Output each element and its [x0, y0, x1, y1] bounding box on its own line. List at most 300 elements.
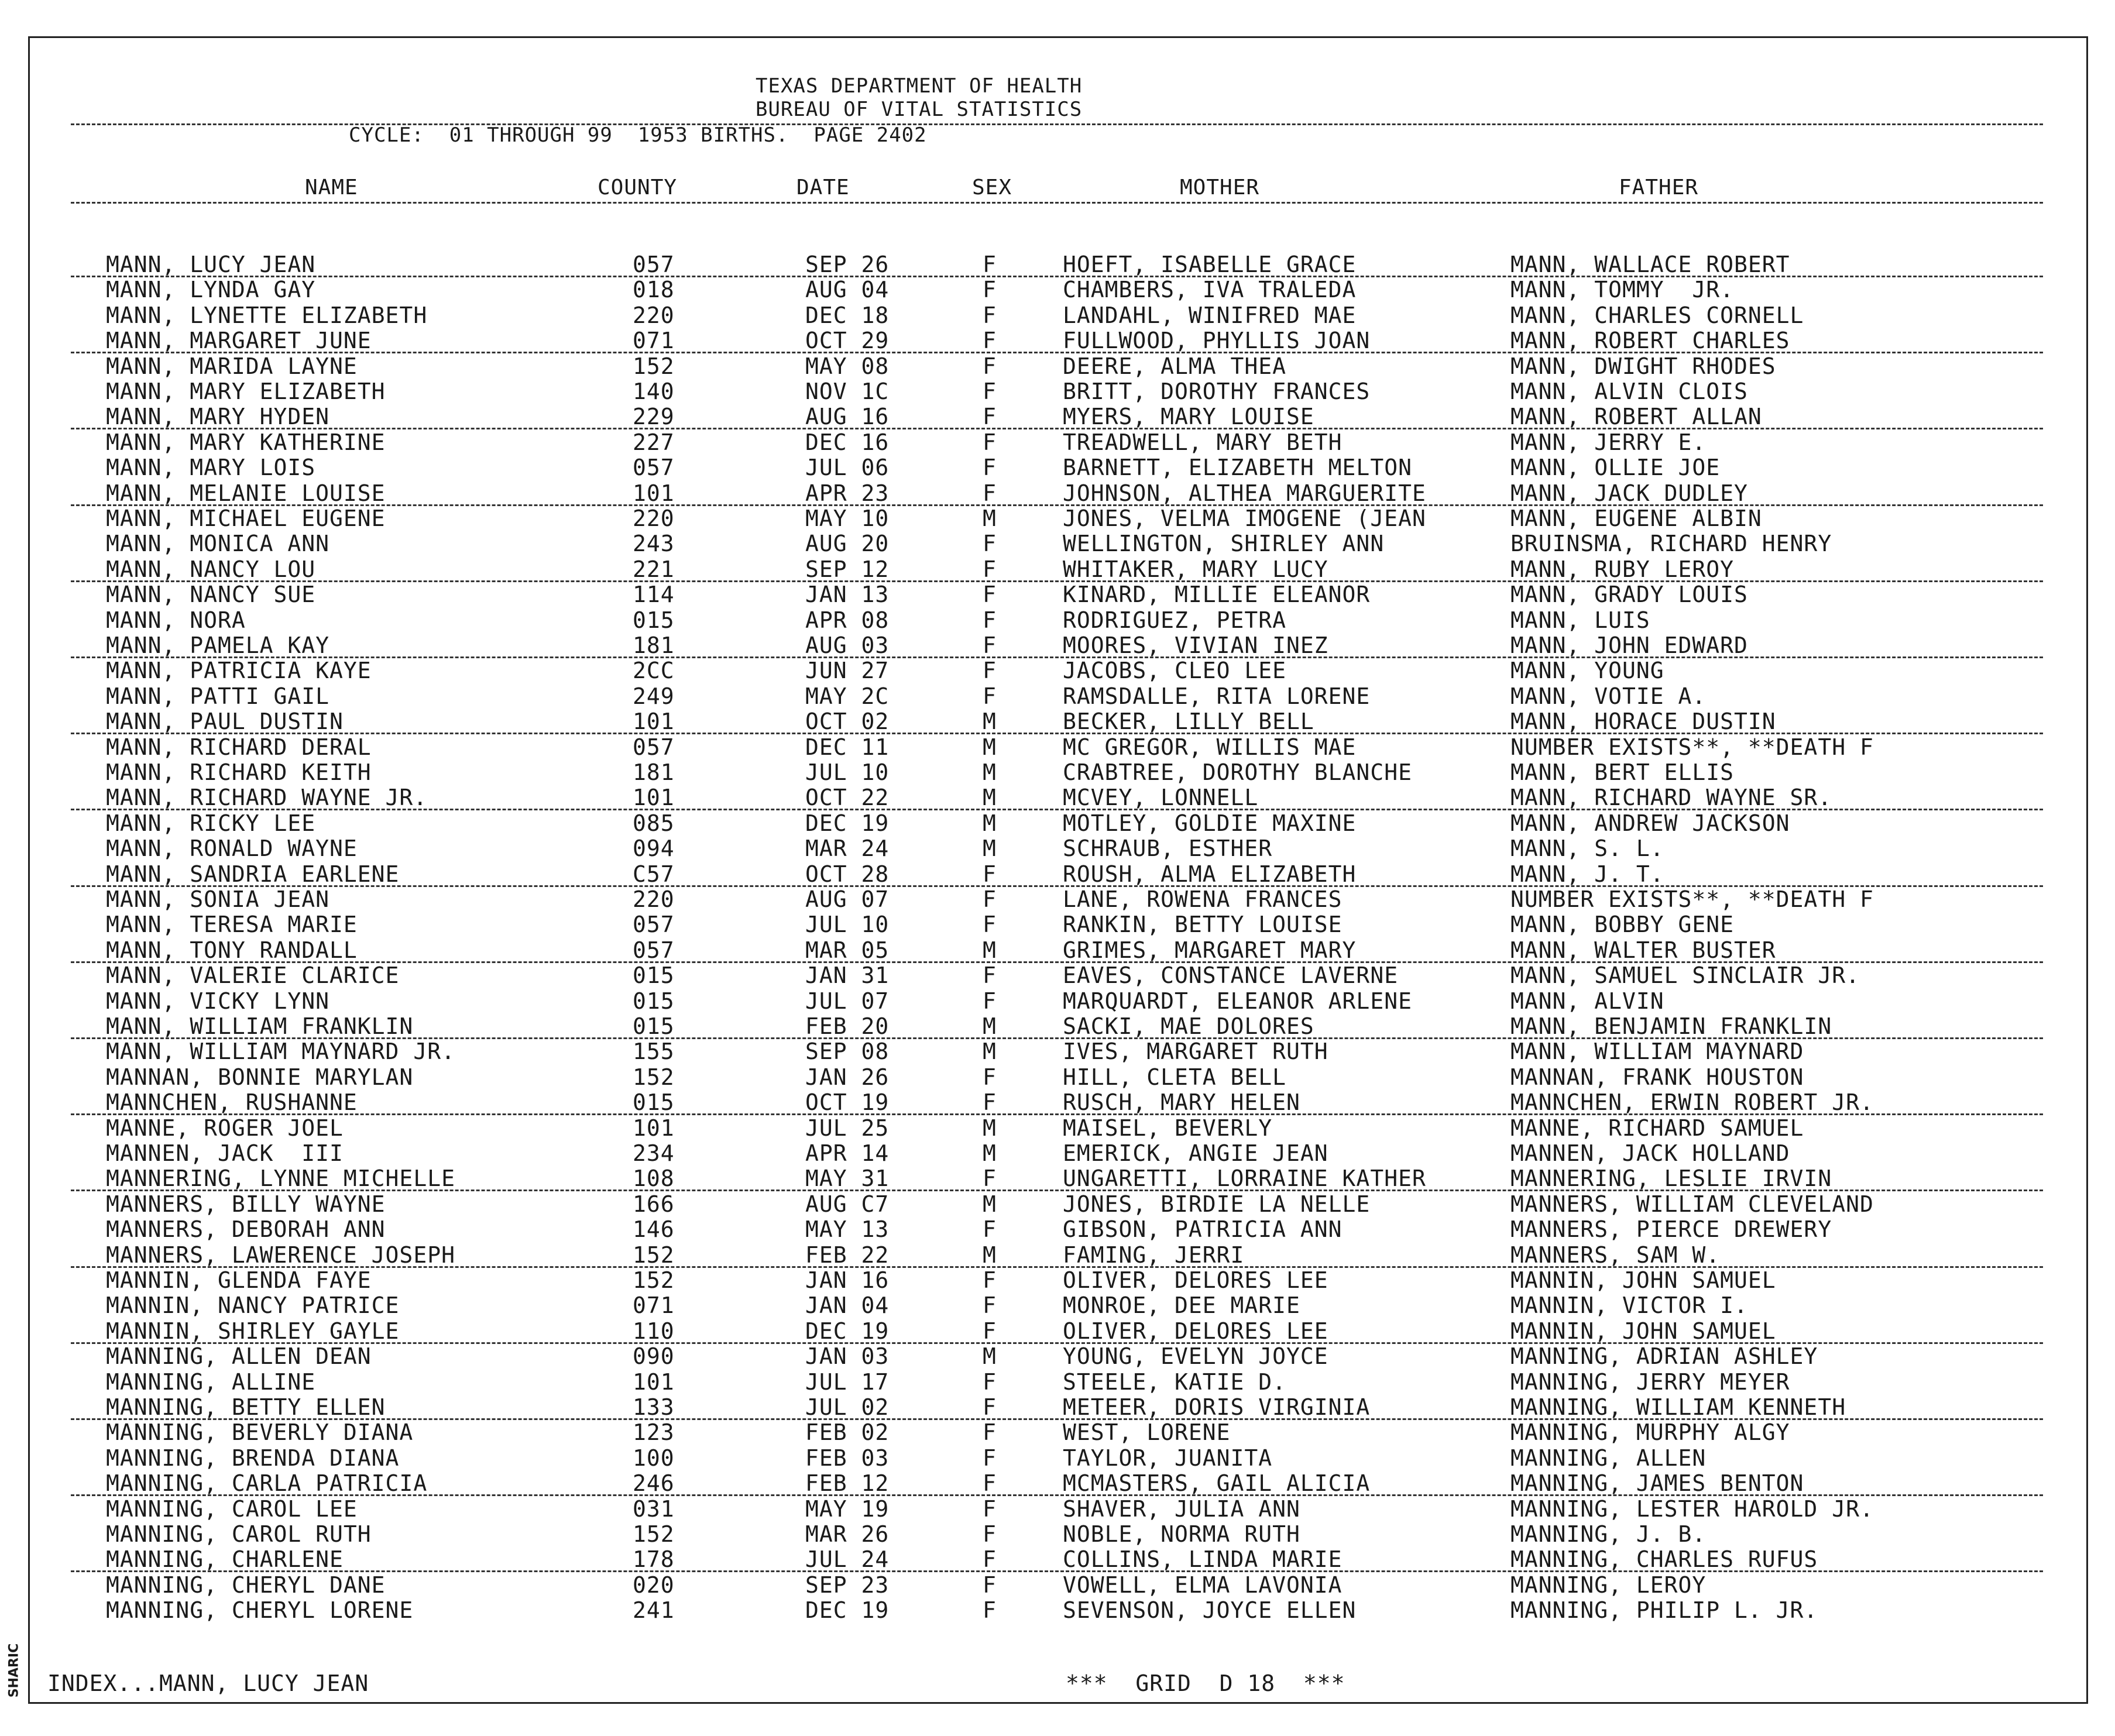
record-row: [30, 1141, 2090, 1166]
record-row: [30, 1344, 2090, 1369]
record-row: [30, 1090, 2090, 1115]
father-cell: NUMBER EXISTS**, **DEATH F: [1510, 886, 1874, 912]
record-row: [30, 658, 2090, 683]
county-cell: 133: [633, 1394, 675, 1420]
mother-cell: WELLINGTON, SHIRLEY ANN: [1063, 531, 1385, 557]
sex-cell: F: [983, 1064, 997, 1090]
mother-cell: YOUNG, EVELYN JOYCE: [1063, 1343, 1328, 1370]
record-row: [30, 1192, 2090, 1217]
name-cell: MANN, MARY HYDEN: [106, 404, 330, 430]
county-cell: 241: [633, 1597, 675, 1624]
father-cell: MANN, ALVIN: [1510, 988, 1664, 1014]
father-cell: MANN, EUGENE ALBIN: [1510, 506, 1762, 531]
record-row: [30, 277, 2090, 302]
col-mother-header: MOTHER: [1180, 176, 1260, 200]
col-date-header: DATE: [796, 176, 850, 200]
father-cell: MANNING, WILLIAM KENNETH: [1510, 1394, 1846, 1420]
name-cell: MANNERS, BILLY WAYNE: [106, 1191, 386, 1217]
county-cell: 152: [633, 1064, 675, 1090]
father-cell: MANN, RUBY LEROY: [1510, 556, 1735, 582]
father-cell: MANNERS, PIERCE DREWERY: [1510, 1216, 1832, 1243]
sex-cell: F: [983, 1496, 997, 1522]
county-cell: 015: [633, 988, 675, 1014]
mother-cell: WEST, LORENE: [1063, 1419, 1231, 1446]
date-cell: JUL 24: [805, 1546, 890, 1573]
date-cell: JUL 10: [805, 759, 890, 785]
sex-cell: M: [983, 759, 997, 785]
record-row: [30, 1522, 2090, 1547]
date-cell: JAN 16: [805, 1267, 890, 1293]
mother-cell: FULLWOOD, PHYLLIS JOAN: [1063, 328, 1371, 354]
mother-cell: MC GREGOR, WILLIS MAE: [1063, 734, 1357, 760]
name-cell: MANNEN, JACK III: [106, 1140, 344, 1166]
county-cell: 110: [633, 1318, 675, 1344]
sex-cell: F: [983, 455, 997, 481]
father-cell: MANN, TOMMY JR.: [1510, 277, 1735, 303]
record-row: [30, 938, 2090, 963]
mother-cell: MCMASTERS, GAIL ALICIA: [1063, 1470, 1371, 1497]
name-cell: MANN, PATTI GAIL: [106, 683, 330, 709]
record-row: [30, 252, 2090, 277]
father-cell: MANN, JERRY E.: [1510, 429, 1707, 455]
county-cell: 181: [633, 759, 675, 785]
date-cell: APR 23: [805, 480, 890, 506]
name-cell: MANN, PAUL DUSTIN: [106, 709, 344, 735]
sex-cell: M: [983, 1343, 997, 1370]
father-cell: MANNERING, LESLIE IRVIN: [1510, 1166, 1832, 1192]
county-cell: 152: [633, 1521, 675, 1547]
record-row: [30, 557, 2090, 582]
father-cell: MANNCHEN, ERWIN ROBERT JR.: [1510, 1089, 1874, 1116]
date-cell: SEP 26: [805, 252, 890, 277]
date-cell: SEP 12: [805, 556, 890, 582]
county-cell: 181: [633, 632, 675, 658]
sex-cell: F: [983, 277, 997, 303]
mother-cell: MONROE, DEE MARIE: [1063, 1292, 1300, 1319]
mother-cell: JACOBS, CLEO LEE: [1063, 658, 1287, 684]
mother-cell: MOTLEY, GOLDIE MAXINE: [1063, 810, 1357, 836]
name-cell: MANN, NANCY LOU: [106, 556, 316, 582]
mother-cell: MYERS, MARY LOUISE: [1063, 404, 1314, 430]
record-row: [30, 709, 2090, 734]
record-row: [30, 531, 2090, 556]
county-cell: 220: [633, 506, 675, 531]
county-cell: 057: [633, 252, 675, 277]
sex-cell: F: [983, 1089, 997, 1116]
county-cell: 152: [633, 1267, 675, 1293]
name-cell: MANNING, CARLA PATRICIA: [106, 1470, 428, 1497]
mother-cell: KINARD, MILLIE ELEANOR: [1063, 582, 1371, 608]
county-cell: 155: [633, 1039, 675, 1065]
county-cell: 031: [633, 1496, 675, 1522]
date-cell: MAY 31: [805, 1166, 890, 1192]
county-cell: 243: [633, 531, 675, 557]
date-cell: AUG 16: [805, 404, 890, 430]
record-row: [30, 1014, 2090, 1039]
date-cell: AUG 07: [805, 886, 890, 912]
name-cell: MANN, RONALD WAYNE: [106, 836, 358, 862]
date-cell: JUL 07: [805, 988, 890, 1014]
record-row: [30, 1217, 2090, 1242]
county-cell: 123: [633, 1419, 675, 1446]
father-cell: MANN, WALTER BUSTER: [1510, 937, 1776, 963]
county-cell: 057: [633, 734, 675, 760]
county-cell: 234: [633, 1140, 675, 1166]
county-cell: 178: [633, 1546, 675, 1573]
county-cell: 220: [633, 886, 675, 912]
father-cell: MANN, BERT ELLIS: [1510, 759, 1735, 785]
date-cell: NOV 1C: [805, 379, 890, 404]
record-row: [30, 1293, 2090, 1318]
mother-cell: EMERICK, ANGIE JEAN: [1063, 1140, 1328, 1166]
date-cell: AUG 04: [805, 277, 890, 303]
mother-cell: SEVENSON, JOYCE ELLEN: [1063, 1597, 1357, 1624]
mother-cell: MOORES, VIVIAN INEZ: [1063, 632, 1328, 658]
father-cell: MANN, JACK DUDLEY: [1510, 480, 1748, 506]
date-cell: MAY 2C: [805, 683, 890, 709]
name-cell: MANN, MARY ELIZABETH: [106, 379, 386, 404]
sex-cell: F: [983, 1318, 997, 1344]
date-cell: JUN 27: [805, 658, 890, 684]
name-cell: MANNIN, GLENDA FAYE: [106, 1267, 372, 1293]
date-cell: MAY 13: [805, 1216, 890, 1243]
county-cell: 057: [633, 455, 675, 481]
mother-cell: OLIVER, DELORES LEE: [1063, 1267, 1328, 1293]
date-cell: JUL 02: [805, 1394, 890, 1420]
name-cell: MANNING, CAROL RUTH: [106, 1521, 372, 1547]
record-row: [30, 1420, 2090, 1445]
date-cell: FEB 03: [805, 1445, 890, 1471]
county-cell: 140: [633, 379, 675, 404]
name-cell: MANN, WILLIAM FRANKLIN: [106, 1013, 414, 1039]
record-row: [30, 989, 2090, 1014]
county-cell: 015: [633, 962, 675, 989]
father-cell: MANN, WALLACE ROBERT: [1510, 252, 1790, 277]
mother-cell: HILL, CLETA BELL: [1063, 1064, 1287, 1090]
mother-cell: WHITAKER, MARY LUCY: [1063, 556, 1328, 582]
father-cell: MANN, BOBBY GENE: [1510, 912, 1735, 938]
county-cell: 166: [633, 1191, 675, 1217]
name-cell: MANN, PAMELA KAY: [106, 632, 330, 658]
father-cell: MANN, YOUNG: [1510, 658, 1664, 684]
mother-cell: SACKI, MAE DOLORES: [1063, 1013, 1314, 1039]
mother-cell: BECKER, LILLY BELL: [1063, 709, 1314, 735]
father-cell: MANN, WILLIAM MAYNARD: [1510, 1039, 1804, 1065]
mother-cell: GIBSON, PATRICIA ANN: [1063, 1216, 1343, 1243]
name-cell: MANNING, ALLINE: [106, 1369, 316, 1395]
date-cell: SEP 23: [805, 1572, 890, 1598]
date-cell: APR 08: [805, 607, 890, 633]
father-cell: MANN, CHARLES CORNELL: [1510, 302, 1804, 328]
county-cell: 152: [633, 1242, 675, 1268]
record-row: [30, 836, 2090, 861]
mother-cell: STEELE, KATIE D.: [1063, 1369, 1287, 1395]
name-cell: MANNING, CHARLENE: [106, 1546, 344, 1573]
county-cell: 020: [633, 1572, 675, 1598]
father-cell: MANNING, LEROY: [1510, 1572, 1707, 1598]
date-cell: AUG 20: [805, 531, 890, 557]
sex-cell: F: [983, 404, 997, 430]
sex-cell: M: [983, 1140, 997, 1166]
father-cell: MANNING, JERRY MEYER: [1510, 1369, 1790, 1395]
sex-cell: F: [983, 1394, 997, 1420]
sex-cell: F: [983, 1546, 997, 1573]
mother-cell: UNGARETTI, LORRAINE KATHER: [1063, 1166, 1426, 1192]
sex-cell: F: [983, 1445, 997, 1471]
date-cell: JUL 06: [805, 455, 890, 481]
name-cell: MANN, RICHARD KEITH: [106, 759, 372, 785]
record-row: [30, 608, 2090, 633]
name-cell: MANN, LYNDA GAY: [106, 277, 316, 303]
date-cell: FEB 12: [805, 1470, 890, 1497]
mother-cell: MCVEY, LONNELL: [1063, 785, 1259, 811]
mother-cell: METEER, DORIS VIRGINIA: [1063, 1394, 1371, 1420]
name-cell: MANN, VALERIE CLARICE: [106, 962, 400, 989]
name-cell: MANNERS, DEBORAH ANN: [106, 1216, 386, 1243]
county-cell: 085: [633, 810, 675, 836]
father-cell: MANNERS, WILLIAM CLEVELAND: [1510, 1191, 1874, 1217]
printout-sheet: [28, 36, 2088, 1704]
sex-cell: F: [983, 582, 997, 608]
sex-cell: M: [983, 734, 997, 760]
father-cell: MANNIN, JOHN SAMUEL: [1510, 1318, 1776, 1344]
county-cell: 015: [633, 607, 675, 633]
father-cell: MANN, RICHARD WAYNE SR.: [1510, 785, 1832, 811]
date-cell: OCT 02: [805, 709, 890, 735]
name-cell: MANNCHEN, RUSHANNE: [106, 1089, 358, 1116]
date-cell: MAR 05: [805, 937, 890, 963]
name-cell: MANN, LUCY JEAN: [106, 252, 316, 277]
sex-cell: F: [983, 302, 997, 328]
col-sex-header: SEX: [972, 176, 1012, 200]
sex-cell: M: [983, 785, 997, 811]
side-tag: [2, 1638, 26, 1703]
father-cell: MANNE, RICHARD SAMUEL: [1510, 1115, 1804, 1141]
record-row: [30, 455, 2090, 480]
mother-cell: VOWELL, ELMA LAVONIA: [1063, 1572, 1343, 1598]
mother-cell: ROUSH, ALMA ELIZABETH: [1063, 861, 1357, 887]
name-cell: MANNERS, LAWERENCE JOSEPH: [106, 1242, 455, 1268]
mother-cell: RODRIGUEZ, PETRA: [1063, 607, 1287, 633]
father-cell: MANN, VOTIE A.: [1510, 683, 1707, 709]
sex-cell: M: [983, 1191, 997, 1217]
mother-cell: COLLINS, LINDA MARIE: [1063, 1546, 1343, 1573]
record-row: [30, 912, 2090, 937]
name-cell: MANN, SONIA JEAN: [106, 886, 330, 912]
record-row: [30, 1268, 2090, 1293]
mother-cell: TREADWELL, MARY BETH: [1063, 429, 1343, 455]
mother-cell: RUSCH, MARY HELEN: [1063, 1089, 1300, 1116]
father-cell: MANN, ANDREW JACKSON: [1510, 810, 1790, 836]
date-cell: JAN 26: [805, 1064, 890, 1090]
father-cell: MANNING, ALLEN: [1510, 1445, 1707, 1471]
sex-cell: F: [983, 1419, 997, 1446]
record-row: [30, 328, 2090, 353]
county-cell: 101: [633, 709, 675, 735]
mother-cell: SCHRAUB, ESTHER: [1063, 836, 1273, 862]
record-row: [30, 633, 2090, 658]
sex-cell: M: [983, 506, 997, 531]
sex-cell: F: [983, 607, 997, 633]
name-cell: MANN, MONICA ANN: [106, 531, 330, 557]
record-row: [30, 1598, 2090, 1623]
mother-cell: RANKIN, BETTY LOUISE: [1063, 912, 1343, 938]
date-cell: MAY 19: [805, 1496, 890, 1522]
county-cell: 071: [633, 328, 675, 354]
father-cell: MANNERS, SAM W.: [1510, 1242, 1721, 1268]
sex-cell: F: [983, 912, 997, 938]
father-cell: MANNING, CHARLES RUFUS: [1510, 1546, 1818, 1573]
record-row: [30, 735, 2090, 760]
date-cell: OCT 28: [805, 861, 890, 887]
mother-cell: BARNETT, ELIZABETH MELTON: [1063, 455, 1412, 481]
name-cell: MANNERING, LYNNE MICHELLE: [106, 1166, 455, 1192]
record-row: [30, 1116, 2090, 1141]
date-cell: SEP 08: [805, 1039, 890, 1065]
mother-cell: FAMING, JERRI: [1063, 1242, 1245, 1268]
father-cell: MANN, JOHN EDWARD: [1510, 632, 1748, 658]
date-cell: FEB 20: [805, 1013, 890, 1039]
mother-cell: EAVES, CONSTANCE LAVERNE: [1063, 962, 1399, 989]
father-cell: MANN, J. T.: [1510, 861, 1664, 887]
record-row: [30, 1471, 2090, 1496]
father-cell: MANNEN, JACK HOLLAND: [1510, 1140, 1790, 1166]
record-row: [30, 506, 2090, 531]
header-bureau: BUREAU OF VITAL STATISTICS: [756, 98, 1083, 121]
name-cell: MANNIN, NANCY PATRICE: [106, 1292, 400, 1319]
county-cell: 108: [633, 1166, 675, 1192]
sex-cell: F: [983, 1597, 997, 1624]
county-cell: 101: [633, 480, 675, 506]
name-cell: MANN, RICHARD WAYNE JR.: [106, 785, 428, 811]
name-cell: MANN, MARIDA LAYNE: [106, 353, 358, 379]
name-cell: MANN, LYNETTE ELIZABETH: [106, 302, 428, 328]
name-cell: MANNAN, BONNIE MARYLAN: [106, 1064, 414, 1090]
record-row: [30, 1497, 2090, 1522]
date-cell: JUL 10: [805, 912, 890, 938]
col-county-header: COUNTY: [598, 176, 678, 200]
date-cell: MAR 24: [805, 836, 890, 862]
record-row: [30, 582, 2090, 607]
date-cell: DEC 11: [805, 734, 890, 760]
record-row: [30, 1547, 2090, 1572]
record-row: [30, 785, 2090, 810]
date-cell: JUL 17: [805, 1369, 890, 1395]
sex-cell: F: [983, 480, 997, 506]
name-cell: MANN, TERESA MARIE: [106, 912, 358, 938]
mother-cell: GRIMES, MARGARET MARY: [1063, 937, 1357, 963]
date-cell: OCT 29: [805, 328, 890, 354]
sex-cell: F: [983, 861, 997, 887]
sex-cell: F: [983, 252, 997, 277]
sex-cell: F: [983, 962, 997, 989]
father-cell: MANNING, ADRIAN ASHLEY: [1510, 1343, 1818, 1370]
name-cell: MANN, MICHAEL EUGENE: [106, 506, 386, 531]
sex-cell: F: [983, 1166, 997, 1192]
sex-cell: F: [983, 886, 997, 912]
name-cell: MANN, MARY KATHERINE: [106, 429, 386, 455]
record-row: [30, 1065, 2090, 1090]
date-cell: DEC 18: [805, 302, 890, 328]
father-cell: MANN, LUIS: [1510, 607, 1650, 633]
date-cell: OCT 19: [805, 1089, 890, 1116]
sex-cell: F: [983, 1521, 997, 1547]
county-cell: 101: [633, 785, 675, 811]
father-cell: MANNING, MURPHY ALGY: [1510, 1419, 1790, 1446]
record-row: [30, 481, 2090, 506]
father-cell: MANN, ALVIN CLOIS: [1510, 379, 1748, 404]
record-row: [30, 1166, 2090, 1191]
sex-cell: M: [983, 709, 997, 735]
father-cell: MANNING, LESTER HAROLD JR.: [1510, 1496, 1874, 1522]
date-cell: JAN 31: [805, 962, 890, 989]
record-row: [30, 354, 2090, 379]
county-cell: 015: [633, 1089, 675, 1116]
date-cell: MAR 26: [805, 1521, 890, 1547]
record-row: [30, 1039, 2090, 1064]
date-cell: FEB 02: [805, 1419, 890, 1446]
sex-cell: F: [983, 531, 997, 557]
name-cell: MANNING, CAROL LEE: [106, 1496, 358, 1522]
mother-cell: JOHNSON, ALTHEA MARGUERITE: [1063, 480, 1426, 506]
name-cell: MANN, NORA: [106, 607, 246, 633]
record-row: [30, 404, 2090, 429]
sex-cell: M: [983, 937, 997, 963]
side-tag-text: SHARIC: [6, 1643, 22, 1698]
county-cell: 220: [633, 302, 675, 328]
name-cell: MANN, MELANIE LOUISE: [106, 480, 386, 506]
sex-cell: F: [983, 988, 997, 1014]
mother-cell: OLIVER, DELORES LEE: [1063, 1318, 1328, 1344]
name-cell: MANN, NANCY SUE: [106, 582, 316, 608]
record-row: [30, 1319, 2090, 1344]
county-cell: 101: [633, 1115, 675, 1141]
record-row: [30, 862, 2090, 887]
record-row: [30, 1446, 2090, 1471]
name-cell: MANN, TONY RANDALL: [106, 937, 358, 963]
county-cell: 146: [633, 1216, 675, 1243]
sex-cell: M: [983, 1242, 997, 1268]
record-row: [30, 684, 2090, 709]
sex-cell: F: [983, 1369, 997, 1395]
sex-cell: F: [983, 556, 997, 582]
mother-cell: TAYLOR, JUANITA: [1063, 1445, 1273, 1471]
father-cell: MANNING, JAMES BENTON: [1510, 1470, 1804, 1497]
county-cell: 018: [633, 277, 675, 303]
name-cell: MANNING, BRENDA DIANA: [106, 1445, 400, 1471]
county-cell: 227: [633, 429, 675, 455]
county-cell: 090: [633, 1343, 675, 1370]
father-cell: MANNAN, FRANK HOUSTON: [1510, 1064, 1804, 1090]
name-cell: MANNING, CHERYL DANE: [106, 1572, 386, 1598]
name-cell: MANNING, BETTY ELLEN: [106, 1394, 386, 1420]
sex-cell: F: [983, 658, 997, 684]
name-cell: MANNING, BEVERLY DIANA: [106, 1419, 414, 1446]
record-row: [30, 1243, 2090, 1268]
date-cell: FEB 22: [805, 1242, 890, 1268]
father-cell: MANN, BENJAMIN FRANKLIN: [1510, 1013, 1832, 1039]
father-cell: MANN, HORACE DUSTIN: [1510, 709, 1776, 735]
sex-cell: M: [983, 1115, 997, 1141]
father-cell: MANNIN, JOHN SAMUEL: [1510, 1267, 1776, 1293]
county-cell: 249: [633, 683, 675, 709]
mother-cell: HOEFT, ISABELLE GRACE: [1063, 252, 1357, 277]
father-cell: MANNING, PHILIP L. JR.: [1510, 1597, 1818, 1624]
sex-cell: F: [983, 429, 997, 455]
date-cell: APR 14: [805, 1140, 890, 1166]
column-header-divider: [71, 202, 2043, 204]
header-cycle: CYCLE: 01 THROUGH 99 1953 BIRTHS. PAGE 2402: [349, 123, 927, 147]
